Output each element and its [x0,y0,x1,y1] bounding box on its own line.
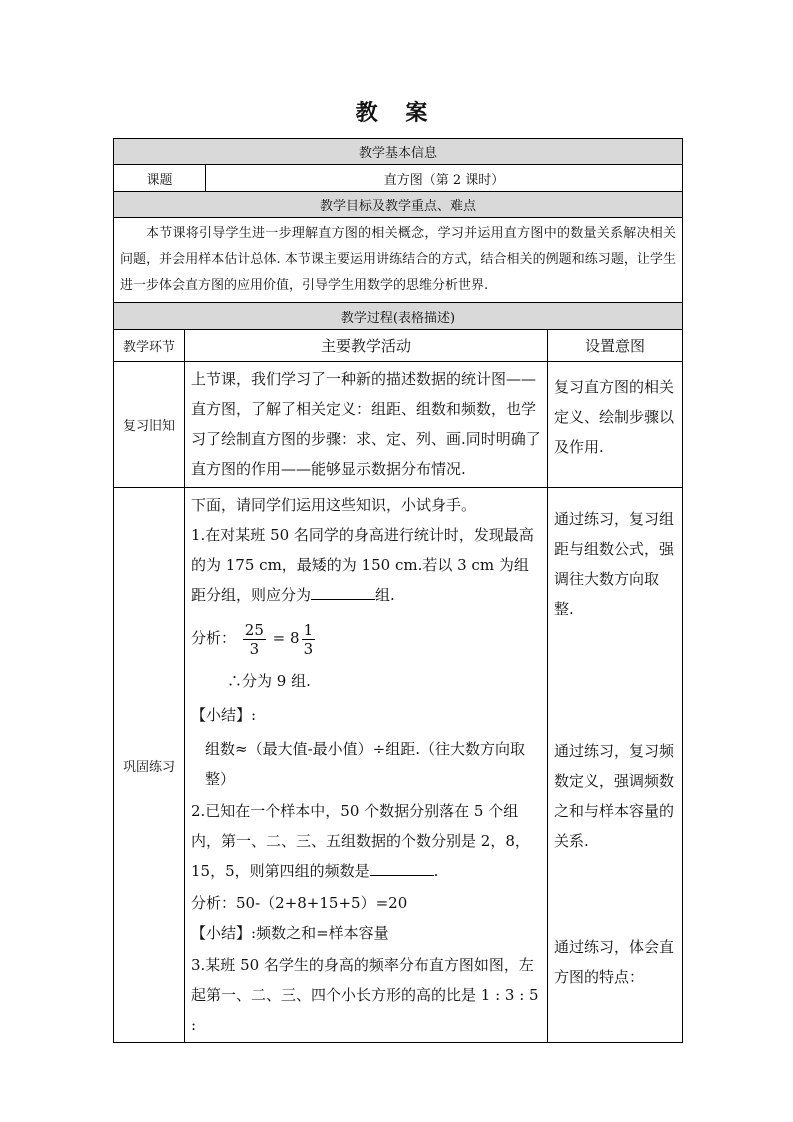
question-2-text: 2.已知在一个样本中，50 个数据分别落在 5 个组内，第一、二、三、五组数据的个数分别是 2，8，15，5，则第四组的频数是 [191,802,530,880]
question-1 [191,520,541,610]
process-header-row [114,303,683,330]
basic-info-header: 教学基本信息 [114,139,683,165]
summary-2-label: 【小结】: [191,924,257,942]
analysis-1-label: 分析： [191,629,237,647]
practice-intent-3: 通过练习，体会直方图的特点： [554,938,675,986]
practice-stage: 巩固练习 [114,488,185,1043]
question-2 [191,796,541,886]
process-header: 教学过程(表格描述) [114,303,683,330]
practice-intent-cell [548,488,683,1043]
review-intent-text: 复习直方图的相关定义、绘制步骤以及作用. [554,378,675,456]
practice-intent-2: 通过练习，复习频数定义，强调频数之和与样本容量的关系. [554,742,675,850]
summary-2 [191,918,541,948]
question-3: 3.某班 50 名学生的身高的频率分布直方图如图，左起第一、二、三、四个小长方形的高的比是 1 : 3 : 5 : [191,956,539,1034]
topic-value: 直方图（第 2 课时） [206,165,683,192]
answer-blank-2 [370,859,434,876]
question-2-tail: . [433,862,439,880]
goals-row [114,218,683,303]
goals-text: 本节课将引导学生进一步理解直方图的相关概念，学习并运用直方图中的数量关系解决相关问题，并会用样本估计总体. 本节课主要运用讲练结合的方式，结合相关的例题和练习题，让学生进一步体会直方图的应用价值，引导学生用数学的思维分析世界. [120,226,677,293]
document-title: 教 案 [355,100,438,126]
fraction-1-3 [302,621,316,658]
fraction-denominator: 3 [249,639,260,658]
review-activity-cell [185,362,548,488]
fraction-25-3 [243,621,266,658]
summary-1: 组数≈（最大值-最小值）÷组距.（往大数方向取整） [205,740,525,788]
practice-row [114,488,683,1043]
analysis-1 [191,616,541,660]
review-stage: 复习旧知 [114,362,185,488]
review-intent-cell [548,362,683,488]
equals-sign: = [272,629,286,647]
practice-intent-1: 通过练习，复习组距与组数公式，强调往大数方向取整. [554,510,675,618]
topic-row [114,165,683,192]
review-activity-text: 上节课，我们学习了一种新的描述数据的统计图——直方图，了解了相关定义：组距、组数和频数，也学习了绘制直方图的步骤：求、定、列、画.同时明确了直方图的作用——能够显示数据分布情况. [191,370,541,478]
answer-blank-1 [311,583,375,600]
goals-header-row [114,192,683,218]
summary-1-label: 【小结】: [191,706,257,724]
goals-header: 教学目标及教学重点、难点 [114,192,683,218]
analysis-2: 分析：50-（2+8+15+5）=20 [191,894,408,912]
mixed-whole: 8 [290,629,300,647]
col-activity-header: 主要教学活动 [185,330,548,362]
practice-intro: 下面，请同学们运用这些知识，小试身手。 [191,496,477,514]
goals-cell [114,218,683,303]
col-stage-header: 教学环节 [114,330,185,362]
question-1-text: 1.在对某班 50 名同学的身高进行统计时，发现最高的为 175 cm，最矮的为 150 cm.若以 3 cm 为组距分组，则应分为 [191,526,534,604]
summary-2-text: 频数之和=样本容量 [256,924,389,942]
question-1-tail: 组. [375,586,395,604]
review-row [114,362,683,488]
column-header-row [114,330,683,362]
col-intent-header: 设置意图 [548,330,683,362]
practice-activity-cell [185,488,548,1043]
mixed-numerator: 1 [303,620,314,639]
mixed-denominator: 3 [303,639,314,658]
conclusion-1: ∴分为 9 组. [227,672,311,690]
topic-label: 课题 [114,165,206,192]
lesson-plan-table [113,138,683,1043]
basic-info-header-row [114,139,683,165]
fraction-numerator: 25 [244,620,264,639]
